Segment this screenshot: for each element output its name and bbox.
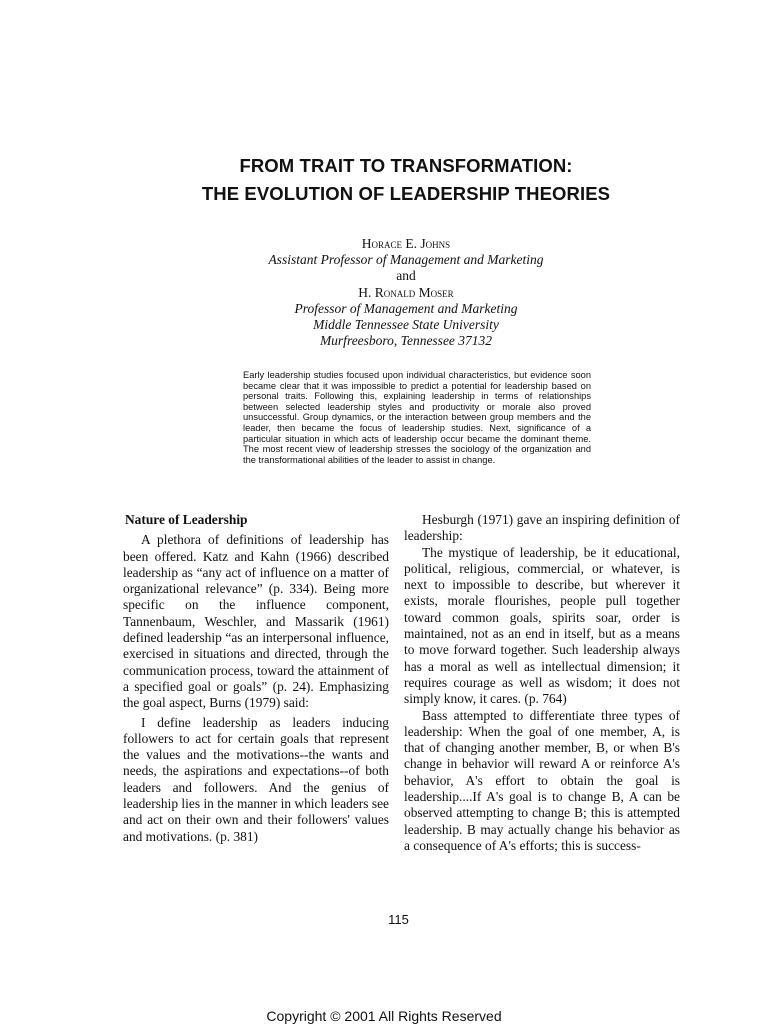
title-line-1: FROM TRAIT TO TRANSFORMATION: xyxy=(239,155,573,176)
section-heading: Nature of Leadership xyxy=(125,512,248,527)
article-title xyxy=(0,152,768,208)
copyright-notice: Copyright © 2001 All Rights Reserved xyxy=(266,1008,502,1024)
left-column xyxy=(123,512,389,845)
author-conjunction: and xyxy=(396,268,416,284)
right-column xyxy=(404,512,680,854)
right-block-quote: The mystique of leadership, be it educational, political, religious, commercial, or whatever, is next to impossible to describe, but wherever it exists, morale flourishes, people pull together toward common goals, spirits soar, order is maintained, not as an end in itself, but as a means to move forward together. Such leadership always has a moral as well as intellectual dimension; it requires courage as well as wisdom; it does not simply know, it cares. (p. 764) xyxy=(404,544,680,707)
abstract: Early leadership studies focused upon individual characteristics, but evidence soon became clear that it was impossible to predict a potential for leadership based on personal traits. Following this, explaining leadership in terms of relationships between selected leadership styles and productivity or morale also proved unsuccessful. Group dynamics, or the interaction between group members and the leader, then became the focus of leadership studies. Next, significance of a particular situation in which acts of leadership occur became the dominant theme. The most recent view of leadership stresses the sociology of the organization and the transformational abilities of the leader to assist in change. xyxy=(243,370,591,465)
right-paragraph-1: Hesburgh (1971) gave an inspiring definition of leadership: xyxy=(404,512,680,544)
left-paragraph-1: A plethora of definitions of leadership has been offered. Katz and Kahn (1966) described leadership as “any act of influence on a matter of organizational relevance” (p. 334). Being more specific on the influence component, Tannenbaum, Weschler, and Massarik (1961) defined leadership “as an interpersonal influence, exercised in situations and directed, through the communication process, toward the attainment of a specified goal or goals” (p. 24). Emphasizing the goal aspect, Burns (1979) said: xyxy=(123,532,389,711)
right-paragraph-2: Bass attempted to differentiate three types of leadership: When the goal of one member, A, is that of changing another member, B, or when B's change in behavior will reward A or reinforce A's behavior, A's effort to obtain the goal is leadership....If A's goal is to change B, A can be observed attempting to change B; this is attempted leadership. B may actually change his behavior as a consequence of A's efforts; this is success- xyxy=(404,707,680,853)
author-location: Murfreesboro, Tennessee 37132 xyxy=(319,333,493,349)
author-affiliation: Middle Tennessee State University xyxy=(313,317,499,333)
left-block-quote: I define leadership as leaders inducing followers to act for certain goals that represent the values and the motivations--the wants and needs, the aspirations and expectations--of both leaders and followers. And the genius of leadership lies in the manner in which leaders see and act on their own and their followers' values and motivations. (p. 381) xyxy=(123,714,389,844)
author-1-title: Assistant Professor of Management and Marketing xyxy=(268,252,544,268)
page-number: 115 xyxy=(388,912,409,927)
title-line-2: THE EVOLUTION OF LEADERSHIP THEORIES xyxy=(201,183,611,204)
author-1-name: Horace E. Johns xyxy=(361,236,451,251)
author-2-name: H. Ronald Moser xyxy=(358,284,454,300)
author-block xyxy=(0,236,768,349)
author-2-title: Professor of Management and Marketing xyxy=(294,300,518,316)
